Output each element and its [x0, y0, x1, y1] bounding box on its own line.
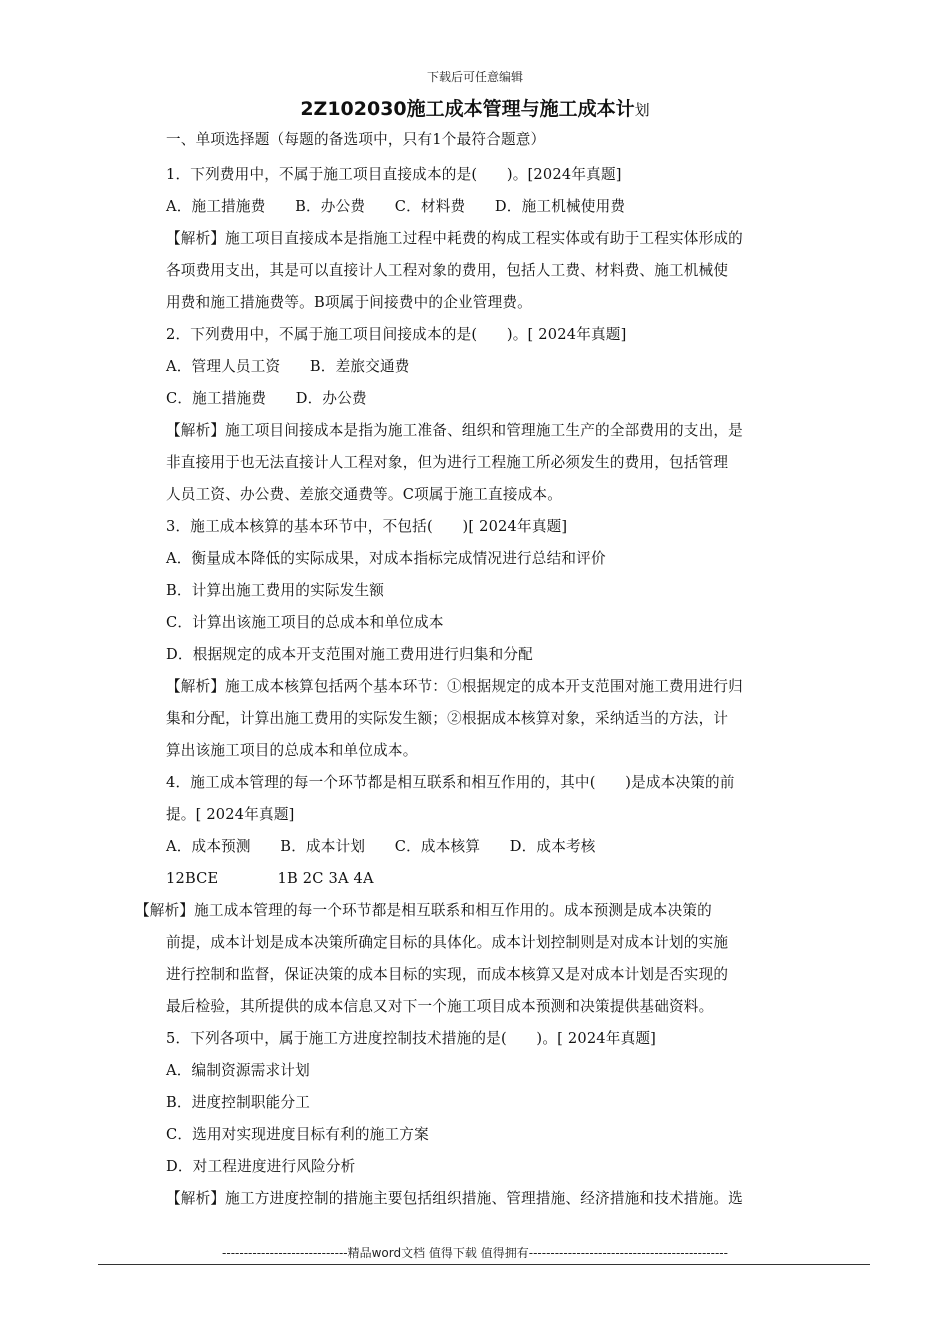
section-heading: 一、单项选择题（每题的备选项中，只有1个最符合题意）: [166, 131, 546, 148]
analysis-1-line-1: 【解析】施工项目直接成本是指施工过程中耗费的构成工程实体或有助于工程实体形成的: [166, 230, 743, 247]
analysis-4-line-1: 【解析】施工成本管理的每一个环节都是相互联系和相互作用的。成本预测是成本决策的: [135, 902, 712, 919]
footer-rule: [98, 1264, 870, 1265]
analysis-4-line-2: 前提，成本计划是成本决策所确定目标的具体化。成本计划控制则是对成本计划的实施: [166, 934, 729, 951]
analysis-1-line-3: 用费和施工措施费等。B项属于间接费中的企业管理费。: [166, 294, 532, 311]
question-4-line-1: 4．施工成本管理的每一个环节都是相互联系和相互作用的，其中( )是成本决策的前: [166, 774, 735, 791]
title-tail: 划: [634, 101, 650, 119]
analysis-2-line-2: 非直接用于也无法直接计人工程对象，但为进行工程施工所必须发生的费用，包括管理: [166, 454, 729, 471]
analysis-1-line-2: 各项费用支出，其是可以直接计人工程对象的费用，包括人工费、材料费、施工机械使: [166, 262, 729, 279]
question-1-options: A．施工措施费 B．办公费 C．材料费 D．施工机械使用费: [166, 198, 626, 215]
question-2: 2．下列费用中，不属于施工项目间接成本的是( )。[ 2024年真题]: [166, 326, 627, 343]
question-3: 3．施工成本核算的基本环节中，不包括( )[ 2024年真题]: [166, 518, 568, 535]
analysis-2-line-3: 人员工资、办公费、差旅交通费等。C项属于施工直接成本。: [166, 486, 563, 503]
question-1: 1．下列费用中，不属于施工项目直接成本的是( )。[2024年真题]: [166, 166, 622, 183]
question-2-options-ab: A．管理人员工资 B．差旅交通费: [166, 358, 410, 375]
title-main: 2Z102030施工成本管理与施工成本计: [300, 98, 635, 120]
document-title: [0, 94, 950, 121]
question-2-options-cd: C．施工措施费 D．办公费: [166, 390, 367, 407]
analysis-3-line-1: 【解析】施工成本核算包括两个基本环节：①根据规定的成本开支范围对施工费用进行归: [166, 678, 743, 695]
answer-key: 12BCE 1B 2C 3A 4A: [166, 870, 374, 887]
question-3-option-c: C．计算出该施工项目的总成本和单位成本: [166, 614, 444, 631]
analysis-4-line-4: 最后检验，其所提供的成本信息又对下一个施工项目成本预测和决策提供基础资料。: [166, 998, 714, 1015]
question-3-option-d: D．根据规定的成本开支范围对施工费用进行归集和分配: [166, 646, 533, 663]
question-5-option-b: B．进度控制职能分工: [166, 1094, 311, 1111]
analysis-3-line-2: 集和分配，计算出施工费用的实际发生额；②根据成本核算对象，采纳适当的方法，计: [166, 710, 729, 727]
question-5-option-d: D．对工程进度进行风险分析: [166, 1158, 356, 1175]
footer-text: -----------------------------精品word文档 值得下载 值得拥有----------------------------------------------: [222, 1246, 728, 1260]
analysis-3-line-3: 算出该施工项目的总成本和单位成本。: [166, 742, 418, 759]
question-5-option-a: A．编制资源需求计划: [166, 1062, 310, 1079]
question-3-option-a: A．衡量成本降低的实际成果，对成本指标完成情况进行总结和评价: [166, 550, 606, 567]
question-5-option-c: C．选用对实现进度目标有利的施工方案: [166, 1126, 429, 1143]
question-4-line-2: 提。[ 2024年真题]: [166, 806, 295, 823]
analysis-4-line-3: 进行控制和监督，保证决策的成本目标的实现，而成本核算又是对成本计划是否实现的: [166, 966, 729, 983]
question-5: 5．下列各项中，属于施工方进度控制技术措施的是( )。[ 2024年真题]: [166, 1030, 657, 1047]
question-4-options: A．成本预测 B．成本计划 C．成本核算 D．成本考核: [166, 838, 596, 855]
analysis-2-line-1: 【解析】施工项目间接成本是指为施工准备、组织和管理施工生产的全部费用的支出，是: [166, 422, 743, 439]
question-3-option-b: B．计算出施工费用的实际发生额: [166, 582, 385, 599]
header-note: 下载后可任意编辑: [426, 70, 523, 84]
analysis-5-line-1: 【解析】施工方进度控制的措施主要包括组织措施、管理措施、经济措施和技术措施。选: [166, 1190, 743, 1207]
